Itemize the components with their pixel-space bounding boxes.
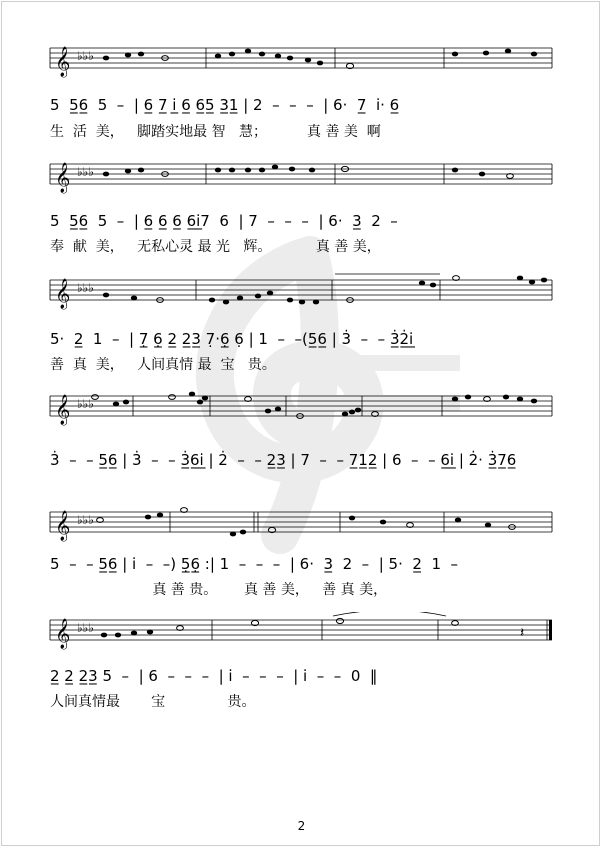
staff-system-1	[0, 40, 603, 80]
svg-text:𝄞: 𝄞	[55, 395, 71, 425]
staff-system-2	[0, 156, 603, 196]
page-number: 2	[297, 819, 306, 833]
jianpu-line-2: 5 5̲6̲ 5 – | 6̲ 6̲ 6̲ 6̲i̲̇7 6 | 7 – – – | 6· 3̲ 2 –	[50, 212, 398, 230]
lyric-line-1: 生 活 美， 脚踏实地最 智 慧； 真 善 美 啊	[50, 124, 381, 140]
lyric-line-2: 奉 献 美， 无私心灵 最 光 辉。 真 善 美，	[50, 239, 381, 255]
lyric-line-5: 真 善 贵。 真 善 美， 善 真 美，	[50, 582, 388, 598]
staff-system-6	[0, 612, 603, 652]
jianpu-line-6: 2̲ 2̲ 2̲3̲ 5 – | 6 – – – | i̇ – – – | i̇ – – 0 ‖	[50, 667, 378, 685]
jianpu-line-3: 5· 2̲ 1 – | 7̣̲ 6̣̲ 2̲ 2̲3̲ 7̣·6̣̲ 6̣ | 1 – –(5̲6̲ | 3̇ – – 3̲̇2̲̇i̲̇	[50, 330, 414, 348]
staff-system-4	[0, 388, 603, 428]
svg-text:♭♭♭: ♭♭♭	[77, 281, 94, 295]
jianpu-line-4: 3̇ – – 5̲6̲ | 3̇ – – 3̲̇6̲i̲̇ | 2̇ – – 2̲3̲ | 7 – – 7̲1̲2̲ | 6 – – 6̲i̲̇ | 2̇· 3̲̇7̲6̲	[50, 451, 517, 469]
svg-text:𝄞: 𝄞	[55, 511, 71, 541]
svg-text:𝄞: 𝄞	[55, 619, 71, 649]
lyric-line-3: 善 真 美， 人间真情 最 宝 贵。	[50, 357, 276, 373]
lyric-line-6: 人间真情最 宝 贵。	[50, 694, 256, 710]
svg-text:𝄞: 𝄞	[55, 47, 71, 77]
svg-text:♭♭♭: ♭♭♭	[77, 621, 94, 635]
staff-system-3	[0, 272, 603, 312]
jianpu-line-5: 5 – – 5̲6̲ | i̇ – –) 5̣̲6̣̲ :| 1 – – – | 6· 3̲ 2 – | 5· 2̲ 1 –	[50, 555, 459, 573]
svg-text:♭♭♭: ♭♭♭	[77, 165, 94, 179]
svg-text:♭♭♭: ♭♭♭	[77, 513, 94, 527]
jianpu-line-1: 5 5̲6̲ 5 – | 6̲ 7̲ i̲̇ 6̲ 6̲5̲ 3̲1̲ | 2 – – – | 6· 7̲ i̇· 6̲	[50, 96, 400, 114]
svg-text:♭♭♭: ♭♭♭	[77, 397, 94, 411]
svg-text:𝄽: 𝄽	[520, 625, 525, 641]
svg-text:𝄞: 𝄞	[55, 163, 71, 193]
staff-system-5	[0, 504, 603, 544]
svg-text:♭♭♭: ♭♭♭	[77, 49, 94, 63]
svg-text:𝄞: 𝄞	[55, 279, 71, 309]
